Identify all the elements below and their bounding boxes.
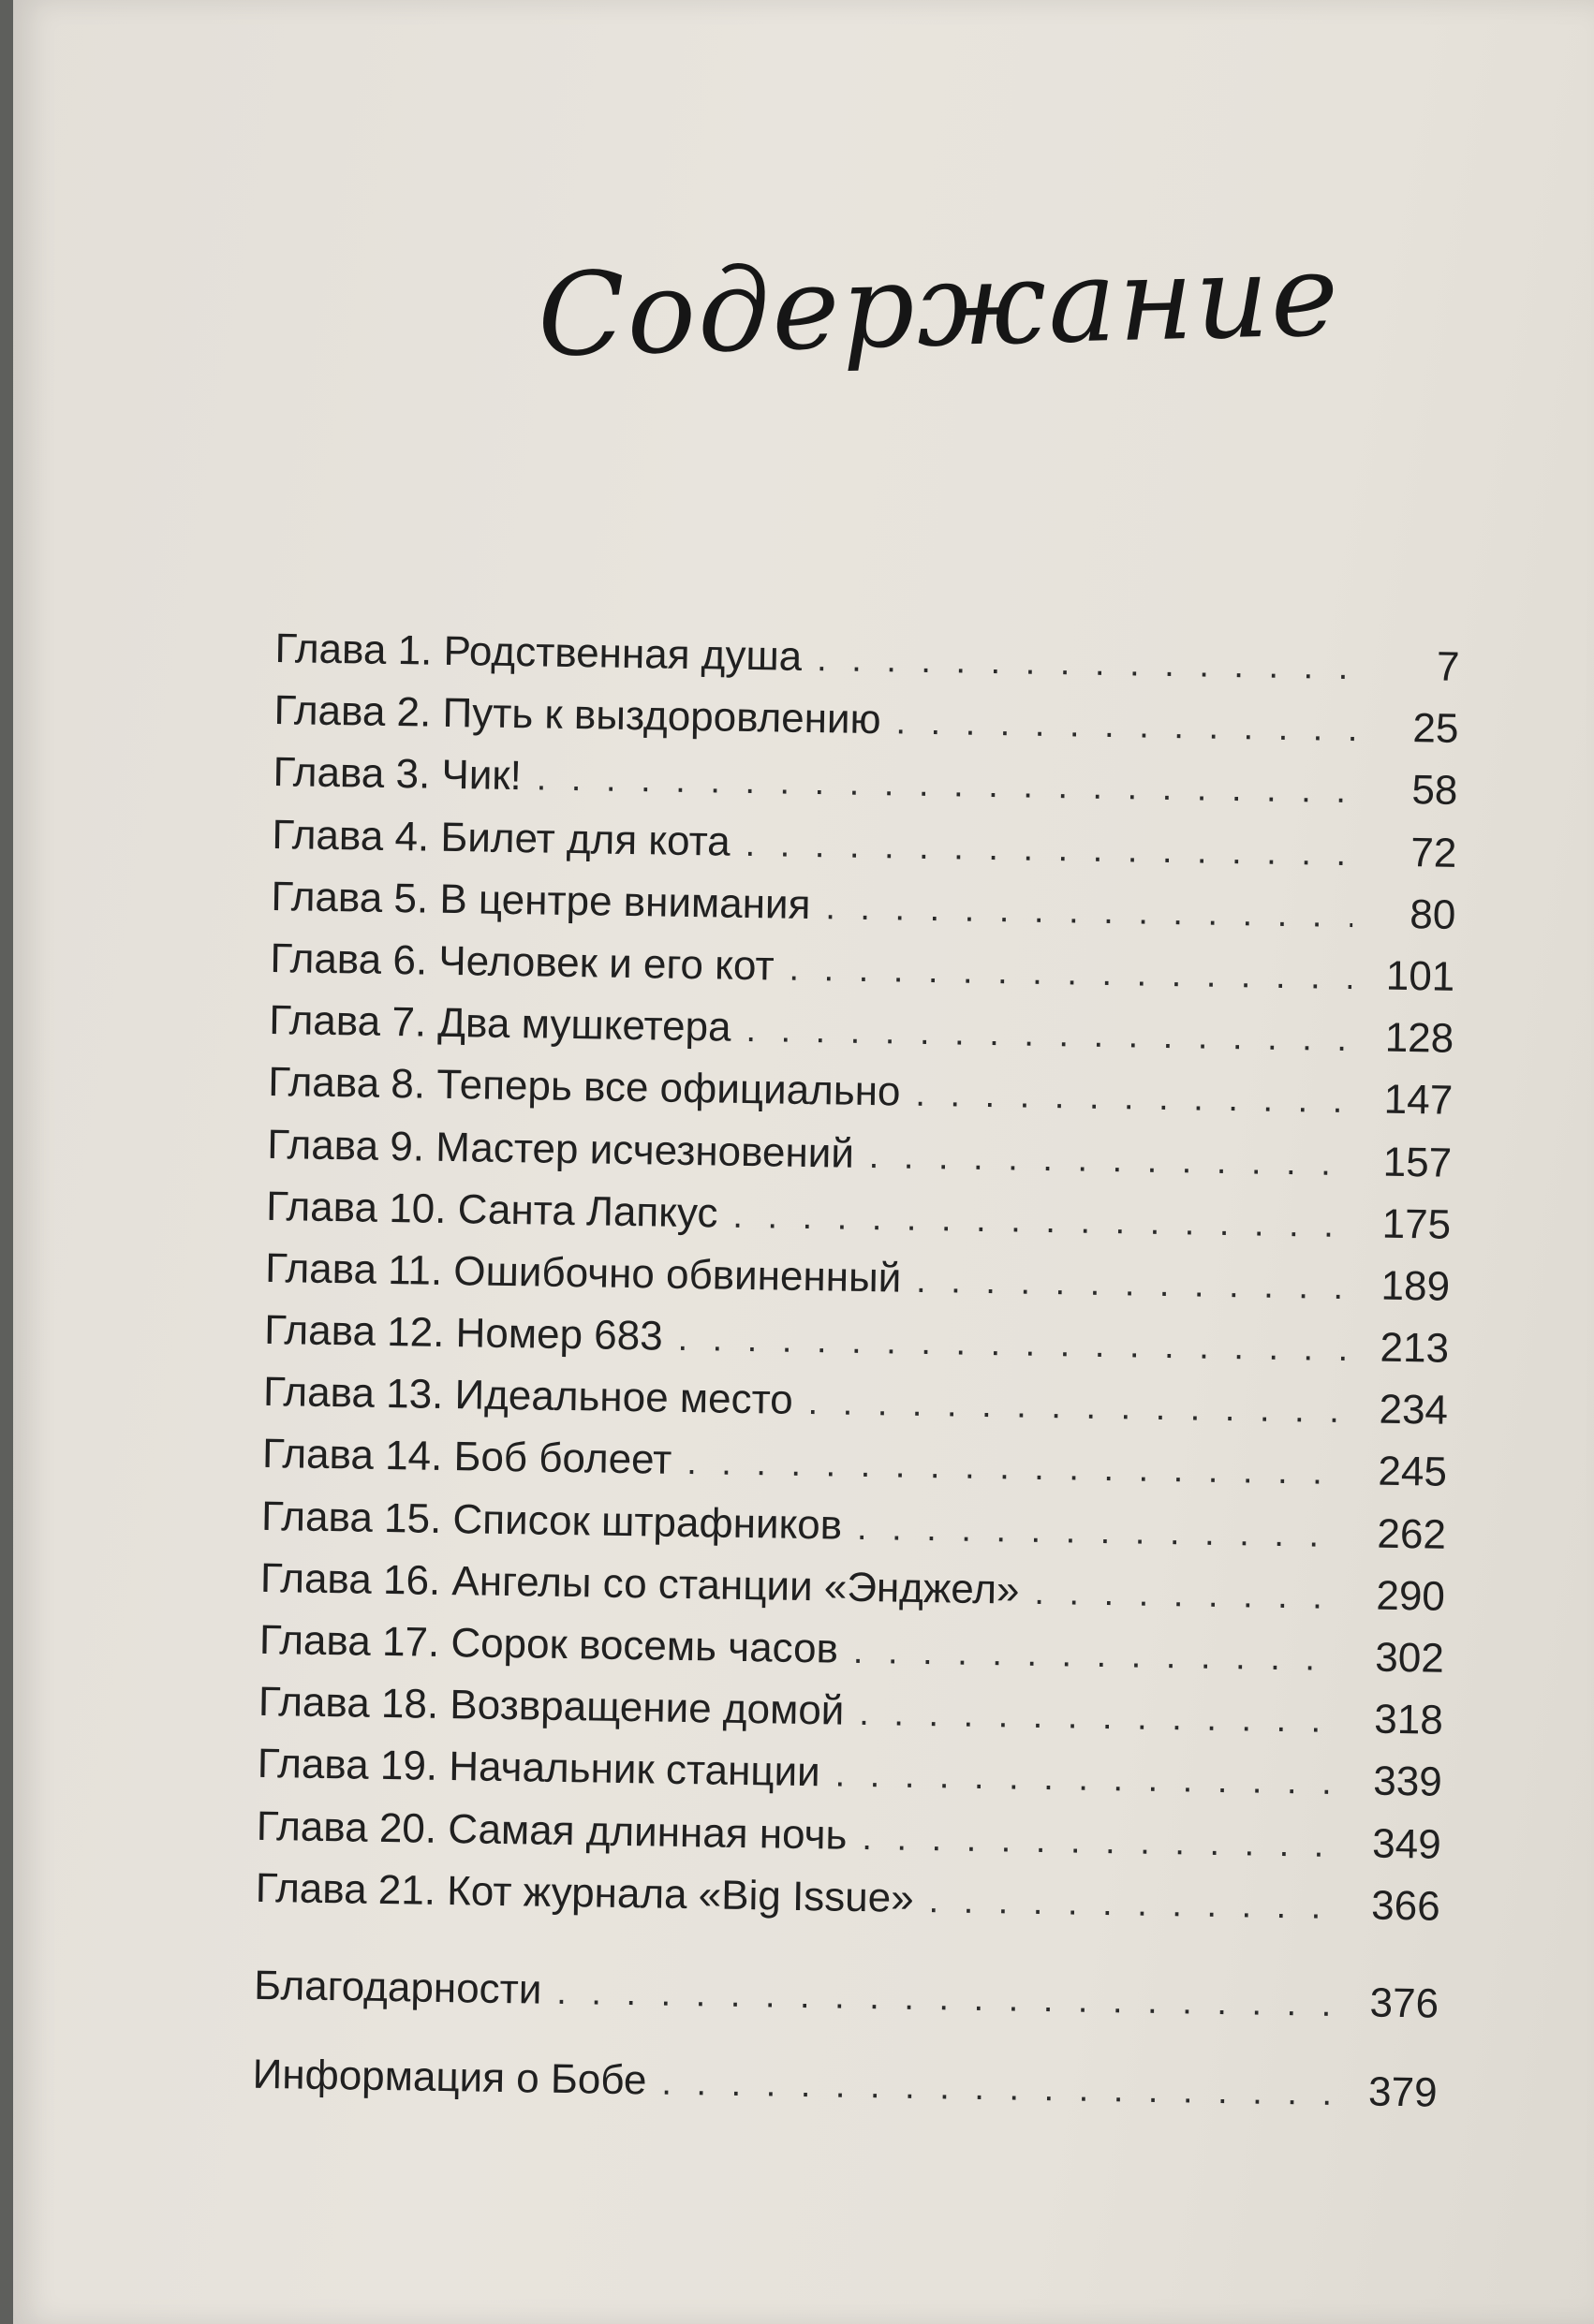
toc-entry-page: 379 [1367, 2068, 1438, 2116]
toc-entry-label: Глава 18. Возвращение домой [258, 1679, 845, 1734]
toc-entry-label: Глава 20. Самая длинная ночь [256, 1802, 848, 1859]
toc-entry-label: Глава 5. В центре внимания [271, 873, 811, 928]
dot-leader [536, 759, 1354, 813]
dot-leader [745, 1010, 1350, 1060]
dot-leader [661, 2064, 1335, 2114]
toc-entry-label: Глава 12. Номер 683 [263, 1306, 664, 1360]
toc-entry-label: Глава 9. Мастер исчезновений [266, 1121, 855, 1177]
toc-entry-about-bob [252, 2052, 1438, 2159]
toc-entry-page: 175 [1381, 1200, 1452, 1248]
toc-entry-page: 157 [1382, 1139, 1453, 1186]
toc-entry-page: 290 [1376, 1572, 1446, 1620]
toc-entry-label: Глава 13. Идеальное место [262, 1369, 794, 1424]
toc-entry-page: 80 [1409, 890, 1456, 938]
dot-leader [862, 1818, 1338, 1866]
toc-entry-page: 349 [1371, 1820, 1442, 1868]
toc-entry-page: 128 [1384, 1014, 1454, 1062]
toc-entry-page: 213 [1380, 1324, 1450, 1372]
toc-entry-page: 262 [1377, 1510, 1447, 1558]
toc-entry-page: 25 [1412, 705, 1459, 753]
toc-entry-page: 234 [1379, 1386, 1449, 1434]
toc-entry-page: 366 [1370, 1882, 1441, 1930]
toc-entry-page: 7 [1436, 643, 1460, 690]
toc-entry-label: Глава 11. Ошибочно обвиненный [264, 1244, 902, 1302]
dot-leader [677, 1319, 1346, 1370]
toc-entry-page: 376 [1369, 1979, 1439, 2027]
toc-entry-label: Глава 4. Билет для кота [272, 811, 731, 865]
toc-entry-label: Глава 19. Начальник станции [257, 1741, 821, 1796]
toc-entry-page: 302 [1375, 1634, 1445, 1682]
dot-leader [825, 888, 1353, 936]
table-of-contents [252, 625, 1460, 2159]
toc-entry-label: Глава 15. Список штрафников [260, 1493, 843, 1549]
toc-entry-page: 245 [1378, 1449, 1448, 1496]
dot-leader [859, 1694, 1340, 1742]
toc-entry-page: 101 [1385, 952, 1455, 1000]
dot-leader [928, 1881, 1337, 1928]
toc-entry-label: Благодарности [253, 1962, 542, 2013]
dot-leader [834, 1756, 1339, 1803]
toc-entry-page: 189 [1380, 1262, 1451, 1310]
toc-entry-label: Глава 14. Боб болеет [261, 1431, 672, 1484]
dot-leader [817, 640, 1357, 688]
dot-leader [853, 1632, 1342, 1680]
toc-entry-page: 58 [1411, 767, 1458, 815]
toc-entry-page: 318 [1373, 1696, 1444, 1743]
dot-leader [895, 703, 1356, 751]
toc-entry-label: Глава 21. Кот журнала «Big Issue» [255, 1864, 915, 1921]
toc-entry-label: Информация о Бобе [252, 2051, 647, 2104]
toc-entry-page: 339 [1372, 1758, 1443, 1806]
toc-entry-label: Глава 16. Ангелы со станции «Энджел» [259, 1554, 1020, 1613]
page-title: Содержание [536, 228, 1342, 383]
book-page [13, 0, 1594, 2324]
dot-leader [869, 1137, 1350, 1184]
toc-entry-label: Глава 17. Сорок восемь часов [258, 1616, 839, 1672]
dot-leader [732, 1196, 1348, 1245]
dot-leader [1034, 1573, 1342, 1618]
toc-entry-page: 147 [1383, 1076, 1454, 1125]
dot-leader [745, 824, 1353, 874]
dot-leader [916, 1261, 1347, 1308]
dot-leader [807, 1383, 1345, 1432]
toc-entry-label: Глава 2. Путь к выздоровлению [273, 687, 881, 743]
toc-entry-page: 72 [1410, 829, 1457, 876]
toc-entry-label: Глава 8. Теперь все официально [267, 1059, 901, 1115]
dot-leader [556, 1973, 1336, 2025]
dot-leader [789, 949, 1351, 998]
toc-entry-label: Глава 7. Два мушкетера [268, 997, 731, 1051]
dot-leader [857, 1508, 1343, 1556]
toc-entry-label: Глава 3. Чик! [273, 749, 523, 800]
dot-leader [686, 1443, 1344, 1493]
toc-entry-label: Глава 1. Родственная душа [274, 625, 803, 680]
dot-leader [915, 1075, 1350, 1122]
toc-entry-label: Глава 10. Санта Лапкус [265, 1183, 718, 1237]
toc-entry-label: Глава 6. Человек и его кот [270, 934, 775, 990]
